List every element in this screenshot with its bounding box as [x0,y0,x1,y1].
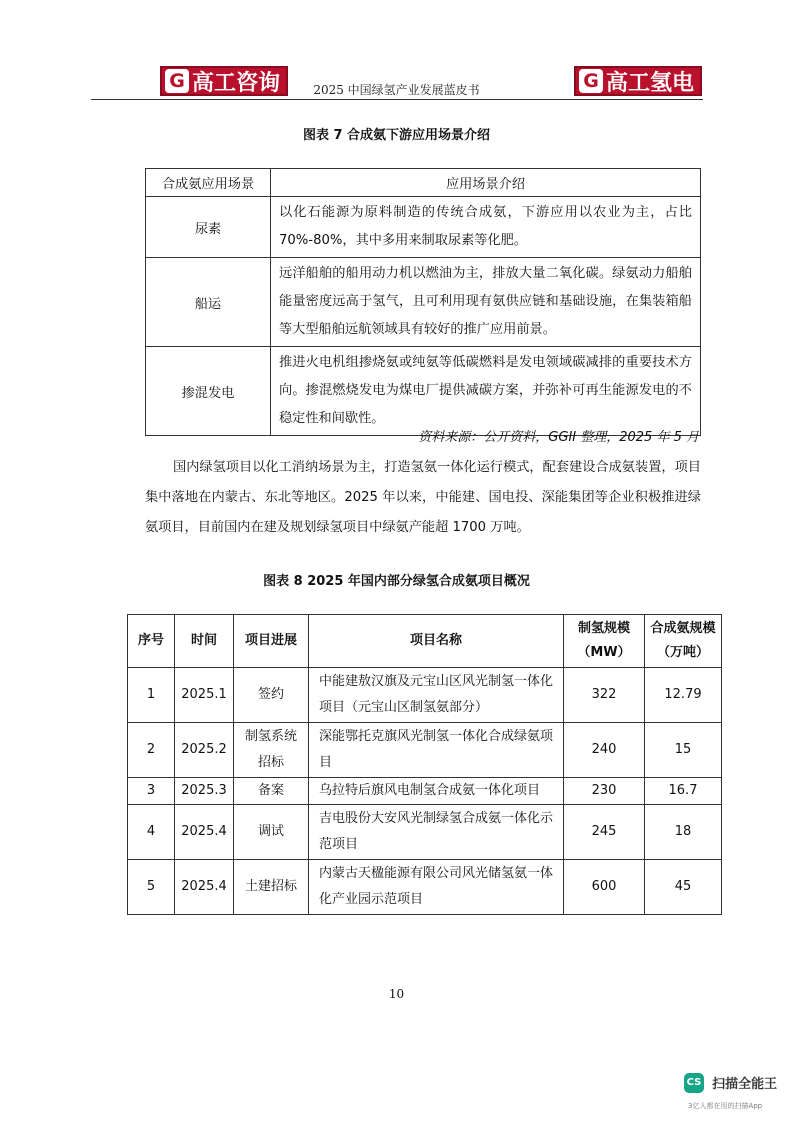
cell-time: 2025.4 [175,805,234,860]
cell-progress: 备案 [234,778,309,805]
header-divider [91,99,703,100]
green-ammonia-projects-table [127,614,722,915]
cell-project-name: 深能鄂托克旗风光制氢一体化合成绿氨项目 [309,723,564,778]
column-header-no: 序号 [128,615,175,668]
cell-nh3-capacity: 16.7 [645,778,722,805]
table-row [146,258,701,347]
cell-project-name: 中能建敖汉旗及元宝山区风光制氢一体化项目（元宝山区制氢氨部分） [309,668,564,723]
description-cell: 推进火电机组掺烧氨或纯氨等低碳燃料是发电领域碳减排的重要技术方向。掺混燃烧发电为煤电厂提供减碳方案，并弥补可再生能源发电的不稳定性和间歇性。 [271,347,701,436]
cell-nh3-capacity: 12.79 [645,668,722,723]
column-header-nh3-capacity [645,615,722,668]
cell-progress: 土建招标 [234,860,309,915]
cell-nh3-capacity: 18 [645,805,722,860]
h2-capacity-unit: （MW） [577,645,631,660]
figure-8-caption: 图表 8 2025 年国内部分绿氢合成氨项目概况 [263,574,530,589]
cell-h2-capacity: 322 [564,668,645,723]
description-cell: 以化石能源为原料制造的传统合成氨，下游应用以农业为主，占比70%-80%，其中多用来制取尿素等化肥。 [271,197,701,258]
column-header-time: 时间 [175,615,234,668]
cell-h2-capacity: 600 [564,860,645,915]
gaogong-hydrogen-logo [574,66,702,96]
camscanner-watermark [684,1072,777,1093]
table-row [146,197,701,258]
cell-progress: 调试 [234,805,309,860]
nh3-capacity-label: 合成氨规模 [650,621,716,636]
document-title: 2025 中国绿氢产业发展蓝皮书 [313,83,480,97]
description-cell: 远洋船舶的船用动力机以燃油为主，排放大量二氧化碳。绿氨动力船舶能量密度远高于氢气，且可利用现有氨供应链和基础设施，在集装箱船等大型船舶远航领域具有较好的推广应用前景。 [271,258,701,347]
table-row [128,805,722,860]
body-paragraph: 国内绿氢项目以化工消纳场景为主，打造氢氨一体化运行模式，配套建设合成氨装置，项目集中落地在内蒙古、东北等地区。2025 年以来，中能建、国电投、深能集团等企业积极推进绿氨项目，目前国内在建及规划绿氢项目中绿氨产能超 1700 万吨。 [145,460,701,535]
table-header-row [146,169,701,197]
cell-time: 2025.4 [175,860,234,915]
cell-h2-capacity: 230 [564,778,645,805]
ammonia-application-table [145,168,701,436]
cell-nh3-capacity: 45 [645,860,722,915]
table-row [128,668,722,723]
nh3-capacity-unit: （万吨） [656,645,709,660]
column-header-project-name: 项目名称 [309,615,564,668]
table-row [146,347,701,436]
column-header-progress: 项目进展 [234,615,309,668]
source-note: 资料来源：公开资料，GGII 整理，2025 年 5 月 [418,430,699,445]
camscanner-icon: CS [684,1073,704,1093]
cell-no: 4 [128,805,175,860]
cell-project-name: 吉电股份大安风光制绿氢合成氨一体化示范项目 [309,805,564,860]
column-header-scene: 合成氨应用场景 [146,169,271,197]
cell-project-name: 乌拉特后旗风电制氢合成氨一体化项目 [309,778,564,805]
table-row [128,778,722,805]
cell-time: 2025.3 [175,778,234,805]
camscanner-tagline: 3亿人都在用的扫描App [688,1102,763,1110]
logo-g-icon: G [579,69,603,93]
scene-cell: 掺混发电 [146,347,271,436]
cell-time: 2025.1 [175,668,234,723]
cell-h2-capacity: 245 [564,805,645,860]
cell-h2-capacity: 240 [564,723,645,778]
logo-left-text: 高工咨询 [192,70,281,96]
logo-g-icon: G [165,69,189,93]
logo-right-text: 高工氢电 [606,70,695,96]
table-row [128,723,722,778]
cell-time: 2025.2 [175,723,234,778]
cell-no: 5 [128,860,175,915]
cell-nh3-capacity: 15 [645,723,722,778]
figure-7-caption: 图表 7 合成氨下游应用场景介绍 [302,128,491,143]
table-header-row [128,615,722,668]
cell-no: 1 [128,668,175,723]
cell-project-name: 内蒙古天楹能源有限公司风光储氢氨一体化产业园示范项目 [309,860,564,915]
cell-no: 2 [128,723,175,778]
column-header-description: 应用场景介绍 [271,169,701,197]
cell-progress: 签约 [234,668,309,723]
cell-progress: 制氢系统招标 [234,723,309,778]
h2-capacity-label: 制氢规模 [577,621,630,636]
page-number: 10 [388,987,405,1001]
table-row [128,860,722,915]
cell-no: 3 [128,778,175,805]
column-header-h2-capacity [564,615,645,668]
scene-cell: 尿素 [146,197,271,258]
camscanner-name: 扫描全能王 [712,1077,778,1092]
scene-cell: 船运 [146,258,271,347]
